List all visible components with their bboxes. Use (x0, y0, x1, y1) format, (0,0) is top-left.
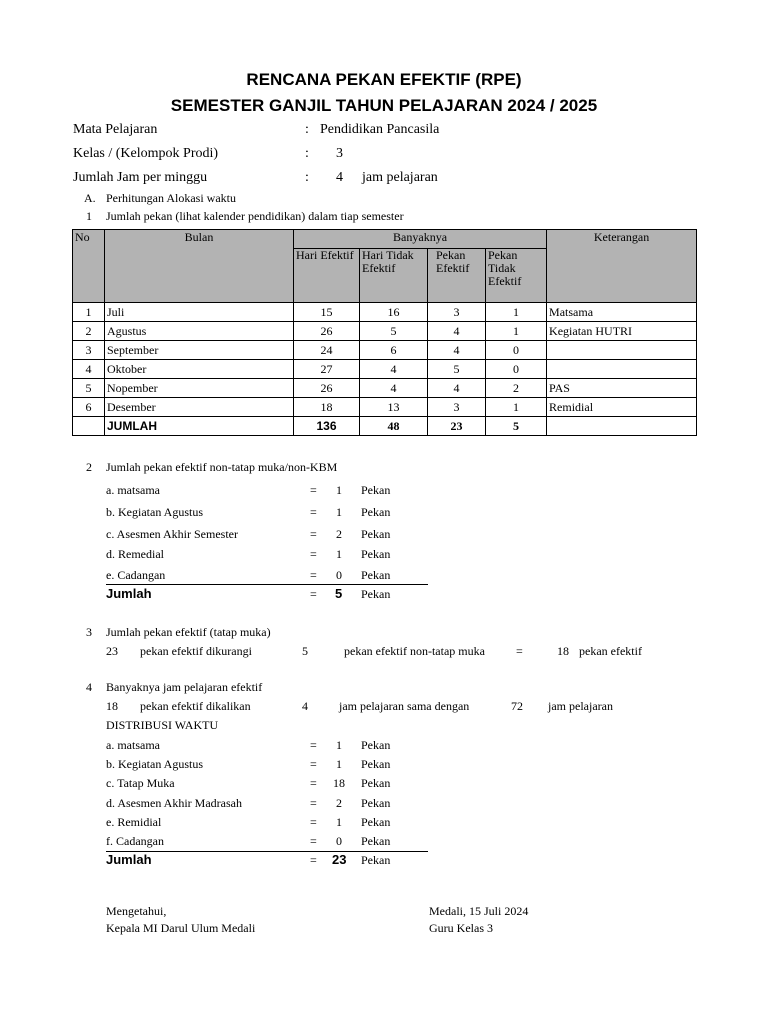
section-4-text-3: jam pelajaran (548, 699, 613, 713)
section-3-text: Jumlah pekan efektif (tatap muka) (106, 625, 271, 639)
cell-pekan-efektif: 3 (428, 398, 486, 417)
list-item-value: 1 (336, 815, 342, 829)
list-item-unit: Pekan (361, 505, 391, 519)
section-3-value-2: 5 (302, 644, 308, 658)
section-a-marker: A. (84, 191, 96, 205)
info-label-kelas: Kelas / (Kelompok Prodi) (73, 146, 219, 161)
cell-keterangan (547, 341, 697, 360)
cell-no: 1 (73, 303, 105, 322)
list-item-label: e. Remidial (106, 815, 162, 829)
table-row (73, 398, 697, 417)
cell-bulan: Juli (105, 303, 294, 322)
signature-right-line1: Medali, 15 Juli 2024 (429, 904, 529, 918)
list-item-unit: Pekan (361, 757, 391, 771)
table-row (73, 303, 697, 322)
section-4-value-3: 72 (511, 699, 523, 713)
header-pekan-tidak-efektif: Pekan Tidak Efektif (486, 249, 547, 303)
cell-hari-tidak-efektif: 13 (360, 398, 428, 417)
info-suffix-jam: jam pelajaran (362, 170, 438, 185)
section-4-total-eq: = (310, 853, 317, 867)
list-item-unit: Pekan (361, 834, 391, 848)
cell-pekan-efektif: 4 (428, 322, 486, 341)
list-item-eq: = (310, 815, 317, 829)
section-2-text: Jumlah pekan efektif non-tatap muka/non-KBM (106, 460, 338, 474)
info-sep: : (305, 146, 309, 161)
cell-no (73, 417, 105, 436)
cell-bulan: September (105, 341, 294, 360)
cell-pekan-efektif: 4 (428, 341, 486, 360)
list-item-eq: = (310, 568, 317, 582)
cell-keterangan: PAS (547, 379, 697, 398)
header-no: No (73, 230, 105, 303)
table-row (73, 360, 697, 379)
table-row (73, 341, 697, 360)
list-item-unit: Pekan (361, 527, 391, 541)
list-item-unit: Pekan (361, 483, 391, 497)
list-item-label: c. Tatap Muka (106, 776, 175, 790)
cell-keterangan: Remidial (547, 398, 697, 417)
list-item-eq: = (310, 483, 317, 497)
header-keterangan: Keterangan (547, 230, 697, 303)
header-hari-tidak-efektif: Hari Tidak Efektif (360, 249, 428, 303)
document-subtitle: SEMESTER GANJIL TAHUN PELAJARAN 2024 / 2025 (170, 96, 598, 115)
list-item-label: e. Cadangan (106, 568, 166, 582)
list-item-unit: Pekan (361, 815, 391, 829)
section-1-marker: 1 (86, 209, 92, 223)
section-4-text: Banyaknya jam pelajaran efektif (106, 680, 263, 694)
cell-no: 3 (73, 341, 105, 360)
list-item-label: d. Remedial (106, 547, 164, 561)
signature-right-line2: Guru Kelas 3 (429, 921, 493, 935)
cell-hari-tidak-efektif: 6 (360, 341, 428, 360)
section-4-total-unit: Pekan (361, 853, 391, 867)
list-item-value: 1 (336, 757, 342, 771)
cell-keterangan (547, 360, 697, 379)
cell-pekan-tidak-efektif: 1 (486, 322, 547, 341)
header-hari-efektif: Hari Efektif (294, 249, 360, 303)
table-row (73, 322, 697, 341)
cell-pekan-efektif: 4 (428, 379, 486, 398)
document-title: RENCANA PEKAN EFEKTIF (RPE) (246, 70, 522, 89)
list-item-eq: = (310, 738, 317, 752)
list-item-value: 0 (336, 834, 342, 848)
cell-pekan-tidak-efektif: 0 (486, 360, 547, 379)
total-hari-efektif: 136 (294, 417, 360, 436)
cell-no: 2 (73, 322, 105, 341)
info-value-mapel: Pendidikan Pancasila (320, 122, 440, 137)
list-item-eq: = (310, 834, 317, 848)
info-sep: : (305, 170, 309, 185)
signature-left-line2: Kepala MI Darul Ulum Medali (106, 921, 256, 935)
cell-hari-efektif: 24 (294, 341, 360, 360)
cell-bulan: Nopember (105, 379, 294, 398)
list-item-value: 18 (333, 776, 345, 790)
list-item-unit: Pekan (361, 547, 391, 561)
section-3-marker: 3 (86, 625, 92, 639)
list-item-label: a. matsama (106, 483, 160, 497)
list-item-value: 0 (336, 568, 342, 582)
cell-hari-efektif: 26 (294, 322, 360, 341)
list-item-unit: Pekan (361, 738, 391, 752)
list-item-label: f. Cadangan (106, 834, 164, 848)
cell-hari-tidak-efektif: 4 (360, 360, 428, 379)
distribusi-title: DISTRIBUSI WAKTU (106, 718, 219, 732)
list-item-label: a. matsama (106, 738, 160, 752)
info-label-mapel: Mata Pelajaran (73, 122, 158, 137)
list-item-value: 1 (336, 483, 342, 497)
list-item-label: c. Asesmen Akhir Semester (106, 527, 238, 541)
list-item-unit: Pekan (361, 776, 391, 790)
section-2-marker: 2 (86, 460, 92, 474)
total-label: JUMLAH (105, 417, 294, 436)
cell-bulan: Desember (105, 398, 294, 417)
section-4-total-value: 23 (332, 852, 347, 867)
cell-pekan-efektif: 5 (428, 360, 486, 379)
list-item-eq: = (310, 527, 317, 541)
divider (106, 584, 428, 585)
cell-no: 4 (73, 360, 105, 379)
rpe-table (72, 229, 697, 436)
section-1-text: Jumlah pekan (lihat kalender pendidikan) dalam tiap semester (106, 209, 404, 223)
cell-bulan: Agustus (105, 322, 294, 341)
section-4-value-2: 4 (302, 699, 308, 713)
total-keterangan (547, 417, 697, 436)
cell-hari-efektif: 26 (294, 379, 360, 398)
total-pekan-tidak-efektif: 5 (486, 417, 547, 436)
section-4-value-1: 18 (106, 699, 118, 713)
section-4-total-label: Jumlah (106, 852, 152, 867)
list-item-eq: = (310, 796, 317, 810)
list-item-eq: = (310, 505, 317, 519)
section-2-total-value: 5 (335, 586, 343, 601)
signature-left-line1: Mengetahui, (106, 904, 167, 918)
cell-pekan-tidak-efektif: 1 (486, 398, 547, 417)
cell-keterangan: Matsama (547, 303, 697, 322)
list-item-value: 2 (336, 796, 342, 810)
section-4-marker: 4 (86, 680, 92, 694)
divider (106, 851, 428, 852)
cell-pekan-efektif: 3 (428, 303, 486, 322)
cell-hari-tidak-efektif: 4 (360, 379, 428, 398)
cell-pekan-tidak-efektif: 0 (486, 341, 547, 360)
header-pekan-efektif: Pekan Efektif (428, 249, 486, 303)
section-3-text-1: pekan efektif dikurangi (140, 644, 252, 658)
section-3-value-1: 23 (106, 644, 118, 658)
cell-pekan-tidak-efektif: 1 (486, 303, 547, 322)
cell-hari-tidak-efektif: 16 (360, 303, 428, 322)
list-item-label: d. Asesmen Akhir Madrasah (106, 796, 242, 810)
header-banyaknya: Banyaknya (294, 230, 547, 249)
table-total-row (73, 417, 697, 436)
section-a-text: Perhitungan Alokasi waktu (106, 191, 236, 205)
list-item-unit: Pekan (361, 568, 391, 582)
info-value-kelas: 3 (336, 146, 343, 161)
cell-hari-tidak-efektif: 5 (360, 322, 428, 341)
list-item-unit: Pekan (361, 796, 391, 810)
total-pekan-efektif: 23 (428, 417, 486, 436)
header-bulan: Bulan (105, 230, 294, 303)
cell-no: 5 (73, 379, 105, 398)
cell-keterangan: Kegiatan HUTRI (547, 322, 697, 341)
info-sep: : (305, 122, 309, 137)
section-4-text-2: jam pelajaran sama dengan (339, 699, 470, 713)
list-item-eq: = (310, 757, 317, 771)
section-2-total-label: Jumlah (106, 586, 152, 601)
list-item-label: b. Kegiatan Agustus (106, 505, 203, 519)
section-3-text-2: pekan efektif non-tatap muka (344, 644, 485, 658)
cell-no: 6 (73, 398, 105, 417)
section-4-text-1: pekan efektif dikalikan (140, 699, 251, 713)
cell-pekan-tidak-efektif: 2 (486, 379, 547, 398)
section-3-value-3: 18 (557, 644, 569, 658)
table-row (73, 379, 697, 398)
info-label-jam: Jumlah Jam per minggu (73, 170, 208, 185)
cell-hari-efektif: 18 (294, 398, 360, 417)
section-3-eq: = (516, 644, 523, 658)
cell-bulan: Oktober (105, 360, 294, 379)
list-item-value: 1 (336, 547, 342, 561)
list-item-value: 2 (336, 527, 342, 541)
list-item-value: 1 (336, 505, 342, 519)
list-item-eq: = (310, 776, 317, 790)
list-item-label: b. Kegiatan Agustus (106, 757, 203, 771)
list-item-value: 1 (336, 738, 342, 752)
section-3-text-3: pekan efektif (579, 644, 642, 658)
section-2-total-unit: Pekan (361, 587, 391, 601)
cell-hari-efektif: 27 (294, 360, 360, 379)
section-2-total-eq: = (310, 587, 317, 601)
info-value-jam: 4 (336, 170, 343, 185)
total-hari-tidak-efektif: 48 (360, 417, 428, 436)
cell-hari-efektif: 15 (294, 303, 360, 322)
list-item-eq: = (310, 547, 317, 561)
